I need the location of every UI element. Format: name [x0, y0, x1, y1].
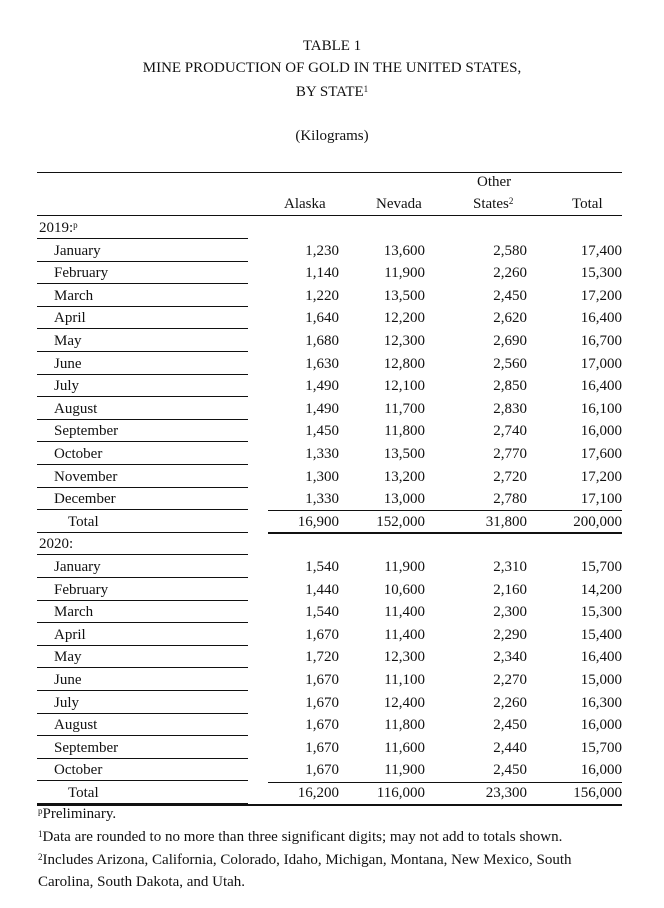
column-header-nevada: Nevada [376, 196, 422, 212]
cell-alaska: 1,330 [305, 491, 339, 508]
month-label: April [54, 310, 86, 327]
cell-total: 16,100 [580, 400, 622, 417]
total-total: 156,000 [573, 785, 622, 801]
month-cell [37, 307, 248, 329]
cell-other: 2,260 [493, 694, 527, 711]
cell-alaska: 1,440 [305, 581, 339, 598]
total-nevada: 152,000 [376, 513, 425, 530]
cell-alaska: 1,450 [305, 423, 339, 440]
cell-alaska: 1,670 [305, 762, 339, 779]
table-row [37, 398, 622, 420]
table-row [37, 556, 622, 578]
header-rule [37, 215, 622, 216]
column-header-total: Total [572, 196, 603, 212]
cell-nevada: 11,800 [384, 423, 425, 440]
footnote-1 [38, 826, 638, 848]
cell-alaska: 1,680 [305, 333, 339, 349]
cell-alaska: 1,670 [305, 672, 339, 688]
month-cell [37, 714, 248, 736]
cell-nevada: 12,100 [383, 378, 425, 395]
cell-nevada: 11,900 [384, 265, 425, 282]
cell-alaska: 1,490 [305, 378, 339, 395]
top-rule [37, 172, 622, 173]
cell-other: 2,740 [493, 423, 527, 440]
cell-alaska: 1,670 [305, 626, 339, 643]
cell-total: 15,300 [580, 604, 622, 621]
month-label: March [54, 287, 94, 304]
cell-nevada: 11,700 [384, 400, 425, 417]
cell-other: 2,690 [493, 333, 527, 349]
cell-alaska: 1,670 [305, 739, 339, 756]
cell-total: 17,200 [580, 468, 622, 485]
table-row [37, 240, 622, 262]
cell-alaska: 1,670 [305, 717, 339, 734]
table-row [37, 330, 622, 352]
column-header-other-line1: Other [477, 174, 512, 190]
year-label: 2020: [39, 536, 74, 553]
cell-nevada: 11,100 [384, 672, 425, 688]
month-cell [37, 624, 248, 646]
cell-other: 2,770 [493, 446, 527, 462]
month-label: November [54, 468, 118, 485]
month-cell [37, 330, 248, 352]
total-other: 23,300 [485, 785, 527, 801]
cell-total: 17,000 [580, 355, 622, 372]
cell-other: 2,270 [493, 672, 527, 688]
table-number: TABLE 1 [302, 38, 362, 54]
footnote-text: Includes Arizona, California, Colorado, Idaho, Michigan, Montana, New Mexico, South Carolina, South Dakota, and Utah. [38, 852, 572, 890]
table-row [37, 759, 622, 781]
cell-alaska: 1,230 [305, 242, 339, 259]
month-cell [37, 579, 248, 601]
cell-total: 15,700 [580, 739, 622, 756]
month-label: May [54, 649, 82, 666]
year-label-cell [37, 217, 248, 239]
column-header-alaska: Alaska [284, 196, 326, 212]
month-cell [37, 759, 248, 781]
month-label: October [54, 446, 103, 462]
table-row [37, 375, 622, 397]
table-row [37, 646, 622, 668]
total-alaska: 16,200 [297, 785, 339, 801]
cell-nevada: 12,400 [383, 694, 425, 711]
footnote-mark-p: p [38, 806, 43, 816]
month-cell [37, 262, 248, 284]
month-cell [37, 443, 248, 465]
cell-total: 15,700 [580, 559, 622, 575]
total-label-cell [37, 782, 248, 804]
table-row [37, 579, 622, 601]
cell-total: 16,300 [580, 694, 622, 711]
month-label: June [54, 672, 82, 688]
cell-other: 2,290 [493, 626, 527, 643]
cell-alaska: 1,300 [305, 468, 339, 485]
month-label: April [54, 626, 86, 643]
cell-nevada: 11,800 [384, 717, 425, 734]
month-label: October [54, 762, 103, 779]
units-label: (Kilograms) [295, 128, 369, 144]
month-label: August [54, 400, 98, 417]
month-cell [37, 556, 248, 578]
month-cell [37, 375, 248, 397]
cell-nevada: 10,600 [383, 581, 425, 598]
total-row [37, 511, 622, 533]
cell-other: 2,620 [493, 310, 527, 327]
month-label: February [54, 581, 109, 598]
cell-total: 16,000 [580, 423, 622, 440]
year-label-cell [37, 533, 248, 555]
footnote-text: Data are rounded to no more than three significant digits; may not add to totals shown. [42, 829, 563, 845]
month-cell [37, 646, 248, 668]
cell-other: 2,780 [493, 491, 527, 508]
month-label: July [54, 694, 80, 711]
cell-alaska: 1,140 [305, 265, 339, 282]
table-row [37, 488, 622, 510]
total-label-cell [37, 511, 248, 533]
cell-total: 16,700 [580, 333, 622, 349]
table-row [37, 714, 622, 736]
footnote-ref-1: 1 [363, 84, 369, 94]
total-total: 200,000 [573, 513, 622, 530]
cell-total: 15,300 [580, 265, 622, 282]
month-cell [37, 601, 248, 623]
year-row [37, 217, 622, 239]
cell-other: 2,720 [493, 468, 527, 485]
month-label: September [54, 423, 119, 440]
cell-nevada: 12,200 [383, 310, 425, 327]
month-cell [37, 692, 248, 714]
cell-total: 16,400 [580, 649, 622, 666]
table-row [37, 624, 622, 646]
cell-nevada: 12,800 [383, 355, 425, 372]
footnote-text: Preliminary. [42, 806, 117, 822]
cell-nevada: 13,000 [383, 491, 425, 508]
table-row [37, 353, 622, 375]
cell-nevada: 11,600 [384, 739, 425, 756]
cell-alaska: 1,540 [305, 559, 339, 575]
month-label: July [54, 378, 80, 395]
cell-nevada: 11,900 [384, 762, 425, 779]
footnote-mark-2: 2 [38, 852, 43, 862]
cell-total: 15,400 [580, 626, 622, 643]
table-row [37, 692, 622, 714]
table-row [37, 601, 622, 623]
month-label: September [54, 739, 119, 756]
cell-alaska: 1,630 [305, 355, 339, 372]
column-header-other-states [473, 194, 513, 214]
cell-other: 2,340 [493, 649, 527, 666]
month-label: May [54, 333, 82, 349]
cell-other: 2,440 [493, 739, 527, 756]
cell-total: 16,000 [580, 762, 622, 779]
month-label: June [54, 355, 82, 372]
cell-other: 2,160 [493, 581, 527, 598]
month-cell [37, 737, 248, 759]
footnote-ref-2: 2 [508, 196, 514, 206]
month-label: January [54, 559, 101, 575]
cell-alaska: 1,220 [305, 287, 339, 304]
month-cell [37, 669, 248, 691]
cell-alaska: 1,330 [305, 446, 339, 462]
cell-total: 16,400 [580, 378, 622, 395]
table-row [37, 466, 622, 488]
cell-other: 2,830 [493, 400, 527, 417]
month-cell [37, 420, 248, 442]
total-label: Total [68, 513, 99, 530]
cell-alaska: 1,540 [305, 604, 339, 621]
cell-alaska: 1,640 [305, 310, 339, 327]
cell-other: 2,300 [493, 604, 527, 621]
cell-nevada: 11,400 [384, 604, 425, 621]
month-label: December [54, 491, 116, 508]
cell-other: 2,450 [493, 287, 527, 304]
cell-total: 15,000 [580, 672, 622, 688]
cell-nevada: 11,900 [384, 559, 425, 575]
month-cell [37, 398, 248, 420]
cell-other: 2,850 [493, 378, 527, 395]
cell-other: 2,580 [493, 242, 527, 259]
table-row [37, 420, 622, 442]
total-row [37, 782, 622, 804]
cell-nevada: 12,300 [383, 333, 425, 349]
total-nevada: 116,000 [376, 785, 425, 801]
cell-other: 2,450 [493, 717, 527, 734]
total-other: 31,800 [485, 513, 527, 530]
cell-total: 17,100 [580, 491, 622, 508]
footnote-2 [38, 849, 628, 893]
month-cell [37, 353, 248, 375]
cell-nevada: 13,500 [383, 446, 425, 462]
cell-other: 2,260 [493, 265, 527, 282]
year-label: 2019: [39, 220, 74, 236]
column-header-other-line2: States [473, 196, 509, 212]
footnote-mark-1: 1 [38, 829, 43, 839]
table-row [37, 285, 622, 307]
month-label: January [54, 242, 101, 259]
month-label: February [54, 265, 109, 282]
table-title-text: BY STATE [295, 84, 364, 100]
cell-nevada: 13,500 [383, 287, 425, 304]
cell-nevada: 12,300 [383, 649, 425, 666]
table-row [37, 669, 622, 691]
month-cell [37, 240, 248, 262]
cell-other: 2,450 [493, 762, 527, 779]
cell-total: 16,400 [580, 310, 622, 327]
month-label: August [54, 717, 98, 734]
table-row [37, 737, 622, 759]
month-label: March [54, 604, 94, 621]
table-row [37, 262, 622, 284]
cell-alaska: 1,490 [305, 400, 339, 417]
cell-total: 17,600 [580, 446, 622, 462]
table-title-line-2 [0, 81, 664, 103]
table-row [37, 307, 622, 329]
month-cell [37, 488, 248, 510]
cell-alaska: 1,670 [305, 694, 339, 711]
month-cell [37, 466, 248, 488]
cell-nevada: 13,200 [383, 468, 425, 485]
total-alaska: 16,900 [297, 513, 339, 530]
cell-total: 17,200 [580, 287, 622, 304]
cell-total: 17,400 [580, 242, 622, 259]
year-row [37, 533, 622, 555]
cell-total: 16,000 [580, 717, 622, 734]
table-row [37, 443, 622, 465]
cell-other: 2,310 [493, 559, 527, 575]
table-title: MINE PRODUCTION OF GOLD IN THE UNITED STATES, [142, 60, 522, 76]
total-label: Total [68, 785, 99, 801]
cell-nevada: 13,600 [383, 242, 425, 259]
cell-alaska: 1,720 [305, 649, 339, 666]
footnote-preliminary [38, 803, 638, 825]
cell-nevada: 11,400 [384, 626, 425, 643]
month-cell [37, 285, 248, 307]
cell-total: 14,200 [580, 581, 622, 598]
cell-other: 2,560 [493, 355, 527, 372]
footnote-ref-p: p [73, 220, 78, 230]
